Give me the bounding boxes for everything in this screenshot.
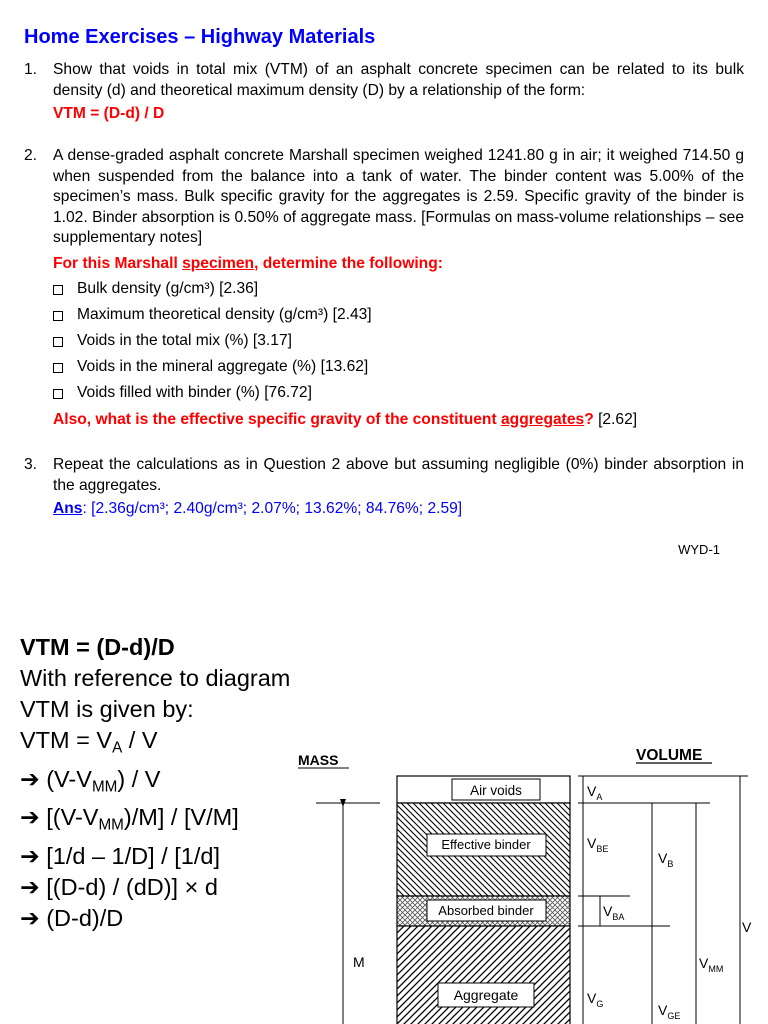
- arrow-icon: ➔: [20, 803, 40, 832]
- effective-binder-label: Effective binder: [441, 837, 531, 852]
- arrow-icon: ➔: [20, 841, 40, 870]
- derivation-step: ➔ $[(V-V_{MM})/M] / [V/M]$: [20, 803, 239, 834]
- air-voids-label: Air voids: [470, 783, 522, 798]
- label-va: $V_A$: [587, 783, 603, 802]
- question-3: [24, 455, 744, 520]
- question-number: 3.: [24, 456, 38, 473]
- checkbox-icon: [53, 311, 63, 321]
- derivation-step: ➔ [1/d – 1/D] / [1/d]: [20, 841, 220, 870]
- derivation-line: VTM = $V_A$ / V: [20, 727, 158, 757]
- arrow-icon: ➔: [20, 872, 40, 901]
- derivation-step: ➔ [(D-d) / (dD)] × d: [20, 872, 218, 901]
- derivation-line: With reference to diagram: [20, 665, 291, 691]
- checklist-item: Bulk density (g/cm³) [2.36]: [53, 277, 744, 303]
- checklist-item: Voids in the total mix (%) [3.17]: [53, 329, 744, 355]
- label-vge: $V_{GE}$: [658, 1002, 681, 1021]
- question-text: A dense-graded asphalt concrete Marshall specimen weighed 1241.80 g in air; it weighed 714.50 g when suspended from the balance into a tank of water. The binder content was 5.00% of the specimen’s mass. Bulk specific gravity for the aggregates is 2.59. Specific gravity of the binder is 1.02. Binder absorption is 0.50% of aggregate mass. [Formulas on mass-volume relationships – see supplementary notes]: [53, 147, 744, 247]
- checkbox-icon: [53, 337, 63, 347]
- label-vg: $V_G$: [587, 990, 604, 1009]
- also-question: Also, what is the effective specific gravity of the constituent aggregates? [2.62]: [53, 410, 638, 428]
- aggregate-layer: [397, 926, 570, 1024]
- question-2: [24, 146, 744, 430]
- checklist-item: Voids in the mineral aggregate (%) [13.62]: [53, 355, 744, 381]
- question-prompt: For this Marshall specimen, determine the following:: [53, 254, 443, 272]
- page-code: WYD-1: [678, 542, 720, 557]
- absorbed-binder-label: Absorbed binder: [438, 903, 534, 918]
- label-vb: $V_B$: [658, 850, 674, 869]
- question-1: [24, 60, 744, 125]
- label-vba: $V_{BA}$: [603, 903, 625, 922]
- checklist-item: Voids filled with binder (%) [76.72]: [53, 381, 744, 407]
- checkbox-icon: [53, 363, 63, 373]
- question-text: Repeat the calculations as in Question 2 above but assuming negligible (0%) binder absorption in the aggregates.: [53, 456, 744, 494]
- label-vmm: $V_{MM}$: [699, 955, 724, 974]
- arrow-icon: ➔: [20, 903, 40, 932]
- mass-label: MASS: [298, 752, 339, 768]
- derivation-step: ➔ $(V-V_{MM})$ / V: [20, 764, 161, 796]
- question-text: Show that voids in total mix (VTM) of an asphalt concrete specimen can be related to its bulk density (d) and theoretical maximum density (D) by a relationship of the form:: [53, 61, 744, 99]
- mass-m-label: M: [353, 954, 365, 970]
- label-vbe: $V_{BE}$: [587, 835, 609, 854]
- checkbox-icon: [53, 285, 63, 295]
- checklist-item: Maximum theoretical density (g/cm³) [2.43]: [53, 303, 744, 329]
- checkbox-icon: [53, 389, 63, 399]
- derivation-heading: VTM = (D-d)/D: [20, 634, 175, 660]
- label-v: V: [742, 919, 752, 935]
- arrow-icon: ➔: [20, 764, 40, 793]
- page-title: Home Exercises – Highway Materials: [24, 26, 376, 48]
- question-number: 1.: [24, 61, 38, 78]
- derivation-step: ➔ (D-d)/D: [20, 903, 124, 932]
- vtm-formula: VTM = (D-d) / D: [53, 105, 165, 123]
- phase-diagram: [0, 730, 768, 1024]
- checklist: [53, 277, 744, 407]
- derivation-line: VTM is given by:: [20, 696, 194, 722]
- aggregate-label: Aggregate: [453, 987, 519, 1003]
- answer-line: Ans: [2.36g/cm³; 2.40g/cm³; 2.07%; 13.62%; 84.76%; 2.59]: [53, 500, 463, 518]
- volume-label: VOLUME: [636, 747, 703, 764]
- question-number: 2.: [24, 147, 38, 164]
